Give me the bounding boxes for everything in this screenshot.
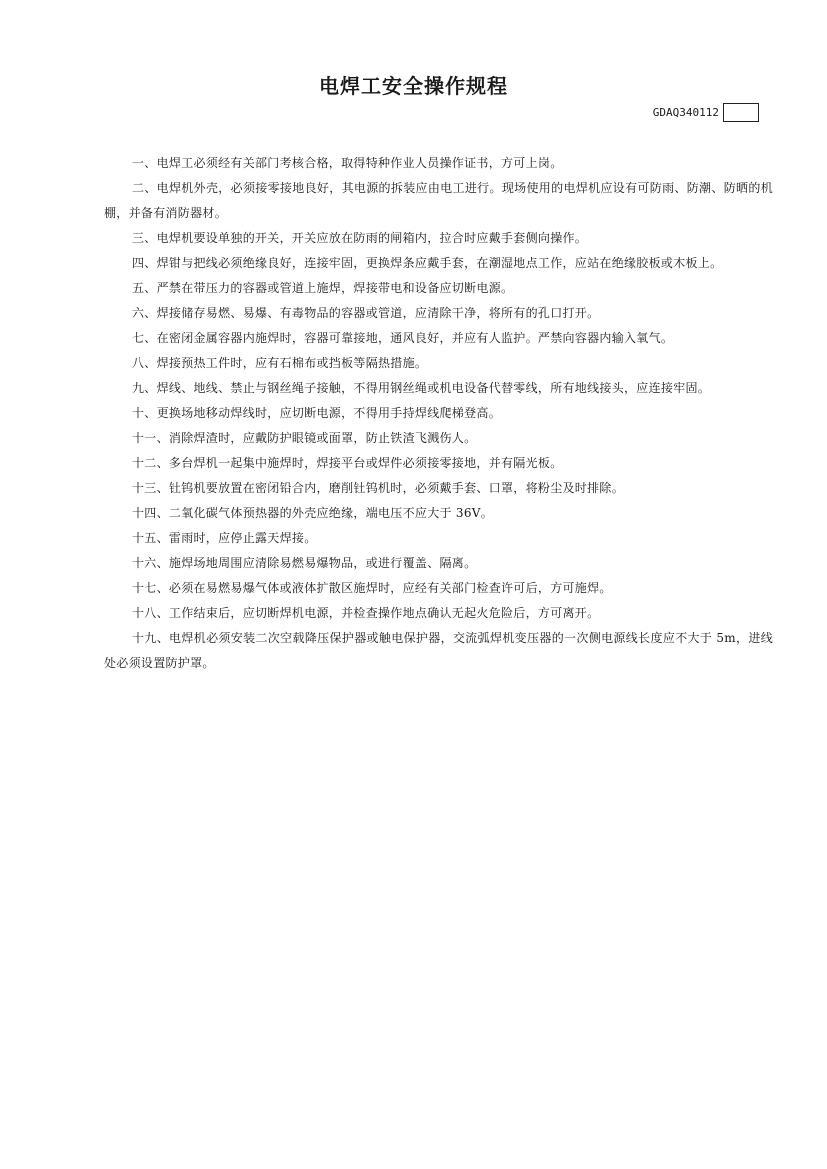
rule-item: 十、更换场地移动焊线时，应切断电源，不得用手持焊线爬梯登高。	[132, 406, 502, 420]
document-code-box	[723, 103, 759, 122]
document-code-row	[653, 103, 759, 122]
rule-item: 十九、电焊机必须安装二次空载降压保护器或触电保护器，交流弧焊机变压器的一次侧电源线长度应不大于 5m，进线处必须设置防护罩。	[104, 631, 773, 670]
rule-item: 七、在密闭金属容器内施焊时，容器可靠接地，通风良好，并应有人监护。严禁向容器内输入氧气。	[132, 331, 674, 345]
rule-item: 十八、工作结束后，应切断焊机电源，并检查操作地点确认无起火危险后，方可离开。	[132, 606, 600, 620]
rule-item: 十三、钍钨机要放置在密闭铅合内，磨削钍钨机时，必须戴手套、口罩，将粉尘及时排除。	[132, 481, 625, 495]
rule-item: 十五、雷雨时，应停止露天焊接。	[132, 531, 317, 545]
rule-item: 二、电焊机外壳，必须接零接地良好，其电源的拆装应由电工进行。现场使用的电焊机应设有可防雨、防潮、防晒的机棚，并备有消防器材。	[104, 181, 773, 220]
document-title: 电焊工安全操作规程	[319, 74, 508, 98]
rules-list	[104, 151, 773, 676]
rule-item: 六、焊接储存易燃、易爆、有毒物品的容器或管道，应清除干净，将所有的孔口打开。	[132, 306, 600, 320]
rule-item: 八、焊接预热工件时，应有石棉布或挡板等隔热措施。	[132, 356, 428, 370]
rule-item: 十六、施焊场地周围应清除易燃易爆物品，或进行覆盖、隔离。	[132, 556, 477, 570]
rule-item: 九、焊线、地线、禁止与钢丝绳子接触，不得用钢丝绳或机电设备代替零线，所有地线接头，应连接牢固。	[132, 381, 711, 395]
document-code: GDAQ340112	[652, 106, 719, 119]
rule-item: 十四、二氧化碳气体预热器的外壳应绝缘，端电压不应大于 36V。	[132, 506, 494, 520]
rule-item: 十七、必须在易燃易爆气体或液体扩散区施焊时，应经有关部门检查许可后，方可施焊。	[132, 581, 612, 595]
rule-item: 三、电焊机要设单独的开关，开关应放在防雨的闸箱内，拉合时应戴手套侧向操作。	[132, 231, 588, 245]
rule-item: 十一、消除焊渣时，应戴防护眼镜或面罩，防止铁渣飞溅伤人。	[132, 431, 477, 445]
rule-item: 十二、多台焊机一起集中施焊时，焊接平台或焊件必须接零接地，并有隔光板。	[132, 456, 563, 470]
rule-item: 一、电焊工必须经有关部门考核合格，取得特种作业人员操作证书，方可上岗。	[132, 156, 563, 170]
rule-item: 四、焊钳与把线必须绝缘良好，连接牢固，更换焊条应戴手套，在潮湿地点工作，应站在绝缘胶板或木板上。	[132, 256, 723, 270]
rule-item: 五、严禁在带压力的容器或管道上施焊，焊接带电和设备应切断电源。	[132, 281, 514, 295]
